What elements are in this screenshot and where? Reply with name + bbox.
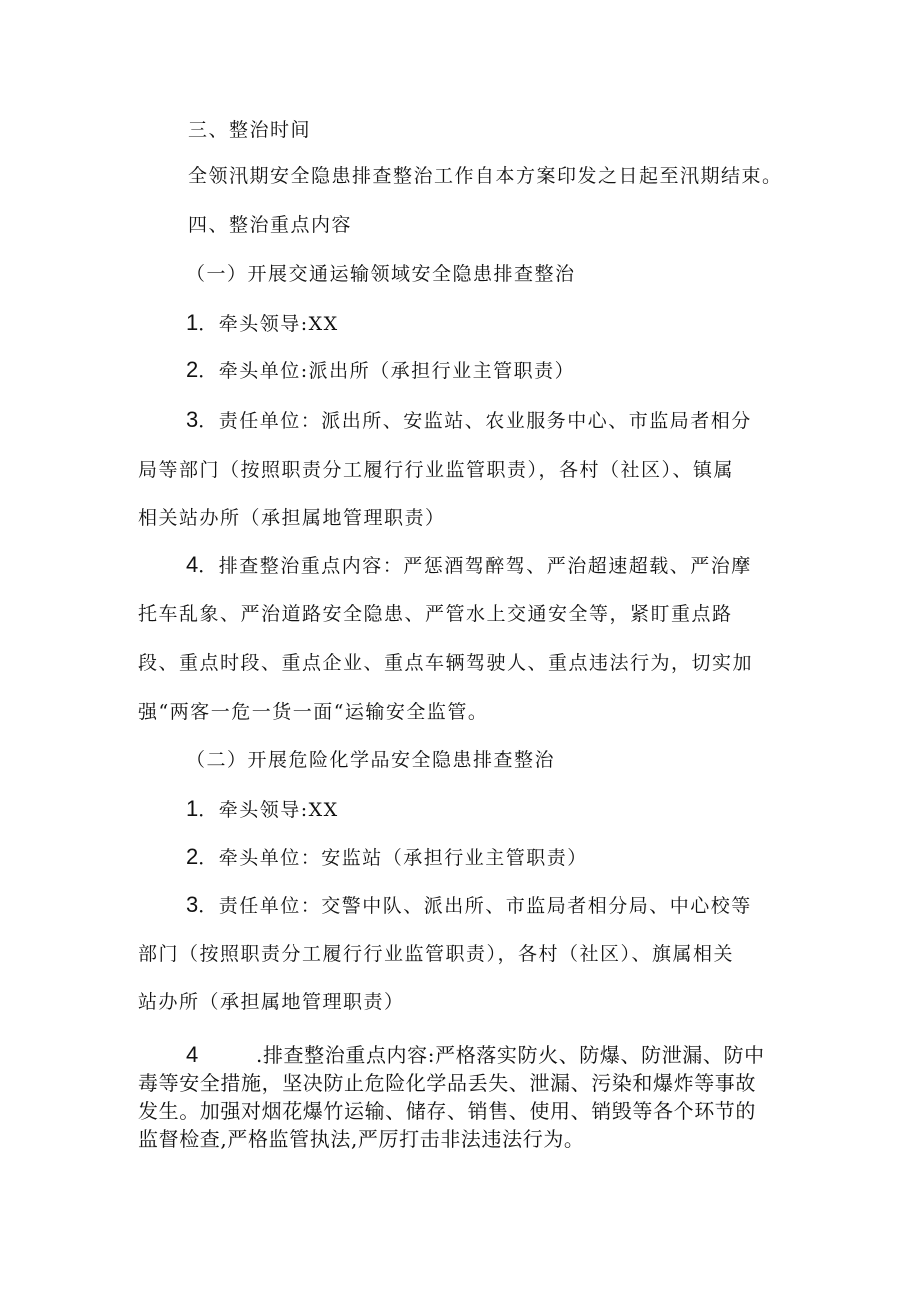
item-number: 1 bbox=[186, 310, 199, 335]
part-1-item-4-line-4: 强“两客一危一货一面“运输安全监管。 bbox=[138, 701, 489, 723]
part-2-item-1 bbox=[186, 797, 339, 822]
item-text: ．牵头领导:XX bbox=[198, 313, 339, 335]
item-number: 4 bbox=[186, 1042, 199, 1067]
section-4-heading: 四、整治重点内容 bbox=[188, 214, 353, 236]
item-number: 2 bbox=[186, 357, 199, 382]
part-2-item-4-line-3: 发生。加强对烟花爆竹运输、储存、销售、使用、销毁等各个环节的 bbox=[138, 1099, 756, 1123]
item-text: ．排查整治重点内容：严惩酒驾醉驾、严治超速超载、严治摩 bbox=[198, 555, 752, 577]
item-number: 1 bbox=[186, 796, 199, 821]
part-1-item-1 bbox=[186, 311, 339, 336]
item-text: .排查整治重点内容:严格落实防火、防爆、防泄漏、防中 bbox=[256, 1043, 765, 1067]
item-text: ．牵头领导:XX bbox=[198, 799, 339, 821]
part-1-title: （一）开展交通运输领域安全隐患排查整治 bbox=[186, 263, 576, 285]
part-1-item-2 bbox=[186, 358, 575, 383]
part-1-item-3-line-2: 局等部门（按照职责分工履行行业监管职责），各村（社区）、镇属 bbox=[138, 459, 735, 481]
item-text: ．牵头单位：安监站（承担行业主管职责） bbox=[198, 847, 588, 869]
part-2-item-3-line-1 bbox=[186, 893, 752, 918]
part-1-item-4-line-1 bbox=[186, 553, 752, 578]
part-2-item-3-line-2: 部门（按照职责分工履行行业监管职责），各村（社区）、旗属相关 bbox=[138, 943, 735, 965]
part-2-item-4-line-1 bbox=[186, 1043, 765, 1067]
item-text: ．责任单位：派出所、安监站、农业服务中心、市监局者相分 bbox=[198, 410, 752, 432]
part-1-item-4-line-2: 托车乱象、严治道路安全隐患、严管水上交通安全等，紧盯重点路 bbox=[138, 603, 733, 625]
part-2-item-2 bbox=[186, 845, 588, 870]
section-3-heading: 三、整治时间 bbox=[188, 119, 312, 141]
part-1-item-4-line-3: 段、重点时段、重点企业、重点车辆驾驶人、重点违法行为，切实加 bbox=[138, 652, 754, 674]
item-number: 2 bbox=[186, 844, 199, 869]
item-text: ．责任单位：交警中队、派出所、市监局者相分局、中心校等 bbox=[198, 895, 752, 917]
part-2-item-4-line-2: 毒等安全措施，坚决防止危险化学品丢失、泄漏、污染和爆炸等事故 bbox=[138, 1071, 756, 1095]
part-1-item-3-line-3: 相关站办所（承担属地管理职责） bbox=[138, 507, 446, 529]
section-3-body: 全领汛期安全隐患排查整治工作自本方案印发之日起至汛期结束。 bbox=[188, 165, 783, 187]
item-number: 3 bbox=[186, 892, 199, 917]
part-1-item-3-line-1 bbox=[186, 408, 752, 433]
part-2-item-4-line-4: 监督检查,严格监管执法,严厉打击非法违法行为。 bbox=[138, 1127, 585, 1151]
item-number: 4 bbox=[186, 552, 199, 577]
part-2-item-3-line-3: 站办所（承担属地管理职责） bbox=[138, 991, 405, 1013]
part-2-title: （二）开展危险化学品安全隐患排查整治 bbox=[186, 749, 556, 771]
item-text: ．牵头单位:派出所（承担行业主管职责） bbox=[198, 360, 576, 382]
item-number: 3 bbox=[186, 407, 199, 432]
